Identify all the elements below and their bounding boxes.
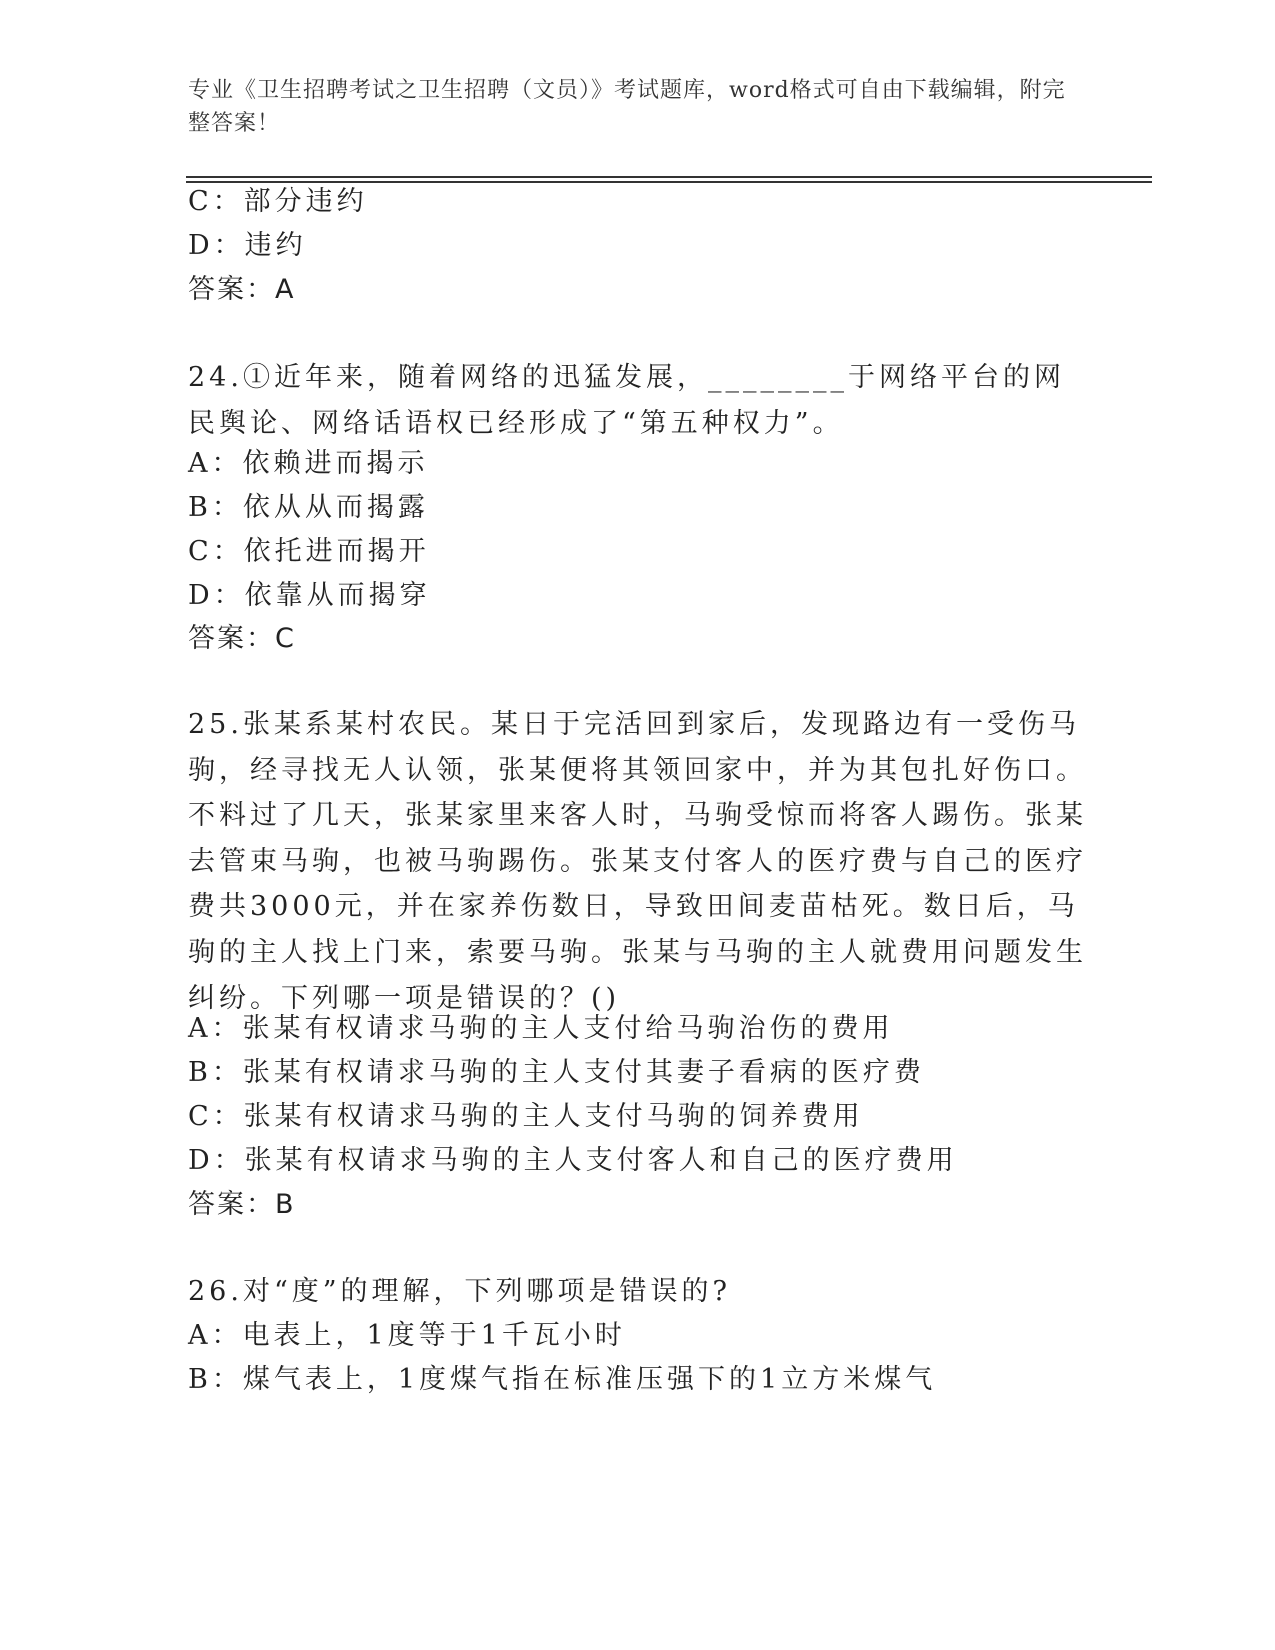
question-24-option-d: D：依靠从而揭穿	[188, 580, 431, 611]
question-24-option-b: B：依从从而揭露	[188, 492, 429, 523]
question-26-option-b: B：煤气表上，1度煤气指在标准压强下的1立方米煤气	[188, 1364, 937, 1395]
question-25-option-d: D：张某有权请求马驹的主人支付客人和自己的医疗费用	[188, 1145, 958, 1176]
question-25-option-a: A：张某有权请求马驹的主人支付给马驹治伤的费用	[188, 1013, 894, 1044]
question-24-answer: 答案：C	[188, 623, 296, 654]
question-25-answer: 答案：B	[188, 1189, 296, 1220]
header-rule-top	[186, 176, 1152, 178]
header-rule-bottom	[186, 181, 1152, 183]
question-24-option-c: C：依托进而揭开	[188, 536, 430, 567]
option-c: C：部分违约	[188, 186, 368, 217]
question-26-option-a: A：电表上，1度等于1千瓦小时	[188, 1320, 626, 1351]
option-d: D：违约	[188, 230, 307, 261]
question-25-option-c: C：张某有权请求马驹的主人支付马驹的饲养费用	[188, 1101, 864, 1132]
question-24-option-a: A：依赖进而揭示	[188, 448, 429, 479]
document-header: 专业《卫生招聘考试之卫生招聘（文员）》考试题库，word格式可自由下载编辑，附完整答案！	[188, 78, 1066, 136]
question-26-stem: 26.对“度”的理解，下列哪项是错误的?	[188, 1276, 732, 1307]
question-24-stem: 24.①近年来，随着网络的迅猛发展，________于网络平台的网民舆论、网络话语权已经形成了“第五种权力”。	[188, 362, 1065, 439]
question-25-stem: 25.张某系某村农民。某日于完活回到家后，发现路边有一受伤马驹，经寻找无人认领，张某便将其领回家中，并为其包扎好伤口。不料过了几天，张某家里来客人时，马驹受惊而将客人踢伤。张某去管束马驹，也被马驹踢伤。张某支付客人的医疗费与自己的医疗费共3000元，并在家养伤数日，导致田间麦苗枯死。数日后，马驹的主人找上门来，索要马驹。张某与马驹的主人就费用问题发生纠纷。下列哪一项是错误的？()	[188, 709, 1087, 1014]
answer-line: 答案：A	[188, 274, 296, 305]
question-25-option-b: B：张某有权请求马驹的主人支付其妻子看病的医疗费	[188, 1057, 925, 1088]
